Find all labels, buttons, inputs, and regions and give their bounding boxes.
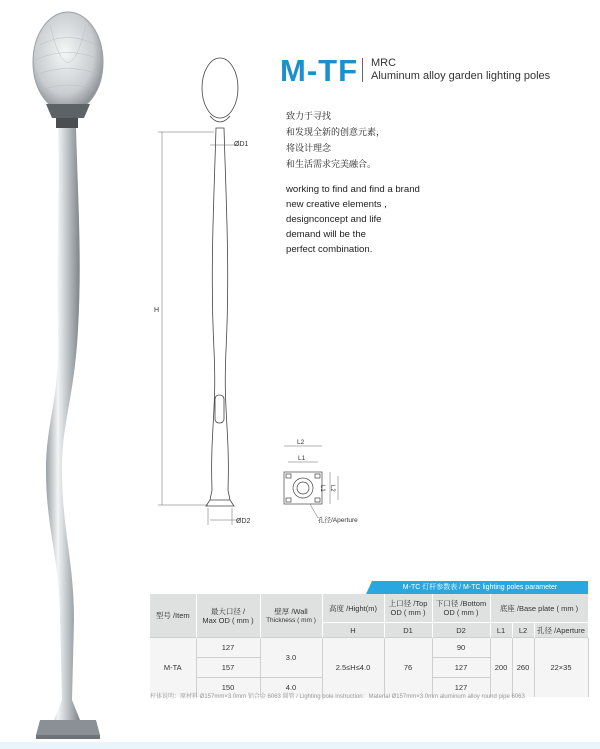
header-bottom-od xyxy=(432,594,490,623)
lamp-collar xyxy=(46,104,90,118)
header-bottom-od-cn: 下口径 /Bottom xyxy=(435,599,487,608)
product-photo xyxy=(0,0,160,749)
intro-cn-line: 和生活需求完美融合。 xyxy=(286,159,377,169)
lamp-globe xyxy=(33,12,103,112)
subheader-aperture: 孔径 /Aperture xyxy=(534,623,588,638)
cell-item: M-TA xyxy=(150,638,196,698)
subheader-d1: D1 xyxy=(384,623,432,638)
drawing-pole xyxy=(210,128,230,500)
intro-en-line: working to find and find a brand xyxy=(286,184,420,195)
technical-drawing xyxy=(150,50,280,540)
header-wall-cn: 壁厚 /Wall xyxy=(274,606,308,616)
model-title: M-TF xyxy=(280,53,359,88)
header-max-od xyxy=(196,594,260,638)
intro-chinese xyxy=(286,108,385,172)
cell-bottom-od: 127 xyxy=(432,678,490,698)
cell-bottom-od: 127 xyxy=(432,658,490,678)
height-label: H xyxy=(154,307,160,314)
cell-wall: 3.0 xyxy=(260,638,322,678)
pole-body xyxy=(46,128,80,720)
header-max-od-en: Max OD ( mm ) xyxy=(202,615,254,625)
intro-cn-line: 将设计理念 xyxy=(286,143,332,153)
bottom-band xyxy=(0,742,600,749)
subheader-d2: D2 xyxy=(432,623,490,638)
intro-english xyxy=(286,182,420,257)
l1-side-label: L1 xyxy=(319,485,325,492)
top-diameter-label: ØD1 xyxy=(234,141,249,148)
intro-cn-line: 致力于寻找 xyxy=(286,111,332,121)
header-wall-en: Thickness ( mm ) xyxy=(266,616,316,624)
material-footnote: 杆体说明：原材料 Ø157mm×3.0mm 铝合金 6063 圆管 / Lighting pole instruction：Material Ø157mm×3.0mm aluminum alloy round pipe 6063 xyxy=(150,694,525,700)
header-wall xyxy=(260,594,322,638)
cell-aperture: 22×35 xyxy=(534,638,588,698)
header-bottom-od-en: OD ( mm ) xyxy=(443,608,479,617)
pole-base xyxy=(36,720,100,735)
product-name: Aluminum alloy garden lighting poles xyxy=(371,70,551,82)
series-label: MRC xyxy=(371,57,397,69)
header-item: 型号 /Item xyxy=(150,594,196,638)
title-divider xyxy=(362,58,363,82)
cell-max-od: 157 xyxy=(196,658,260,678)
drawing-globe xyxy=(202,58,238,118)
intro-en-line: designconcept and life xyxy=(286,214,382,225)
header-top-od-en: OD ( mm ) xyxy=(390,608,426,617)
header-base-plate: 底座 /Base plate ( mm ) xyxy=(490,594,588,623)
l2-side-label: L2 xyxy=(329,485,335,492)
bottom-diameter-label: ØD2 xyxy=(236,518,251,525)
cell-wall: 4.0 xyxy=(260,678,322,698)
subheader-h: H xyxy=(322,623,384,638)
header-top-od xyxy=(384,594,432,623)
intro-cn-line: 和发现全新的创意元素， xyxy=(286,127,386,137)
cell-max-od: 127 xyxy=(196,638,260,658)
intro-en-line: demand will be the xyxy=(286,229,366,240)
l1-label: L1 xyxy=(298,455,306,462)
cell-top-od: 76 xyxy=(384,638,432,698)
subheader-l1: L1 xyxy=(490,623,512,638)
subheader-l2: L2 xyxy=(512,623,534,638)
intro-en-line: perfect combination. xyxy=(286,244,373,255)
header-height: 高度 /Hight(m) xyxy=(322,594,384,623)
cell-max-od: 150 xyxy=(196,678,260,698)
cell-bottom-od: 90 xyxy=(432,638,490,658)
header-top-od-cn: 上口径 /Top xyxy=(388,599,428,608)
l2-label: L2 xyxy=(297,439,305,446)
cell-l2: 260 xyxy=(512,638,534,698)
aperture-label: 孔径/Aperture xyxy=(318,517,358,524)
cell-height: 2.5≤H≤4.0 xyxy=(322,638,384,698)
spec-table xyxy=(150,594,589,697)
base-plate-drawing xyxy=(270,432,380,528)
cell-l1: 200 xyxy=(490,638,512,698)
table-caption: M-TC 灯杆参数表 / M-TC lighting poles parameter xyxy=(372,581,588,594)
header-max-od-cn: 最大口径 / xyxy=(210,606,246,616)
intro-en-line: new creative elements , xyxy=(286,199,387,210)
